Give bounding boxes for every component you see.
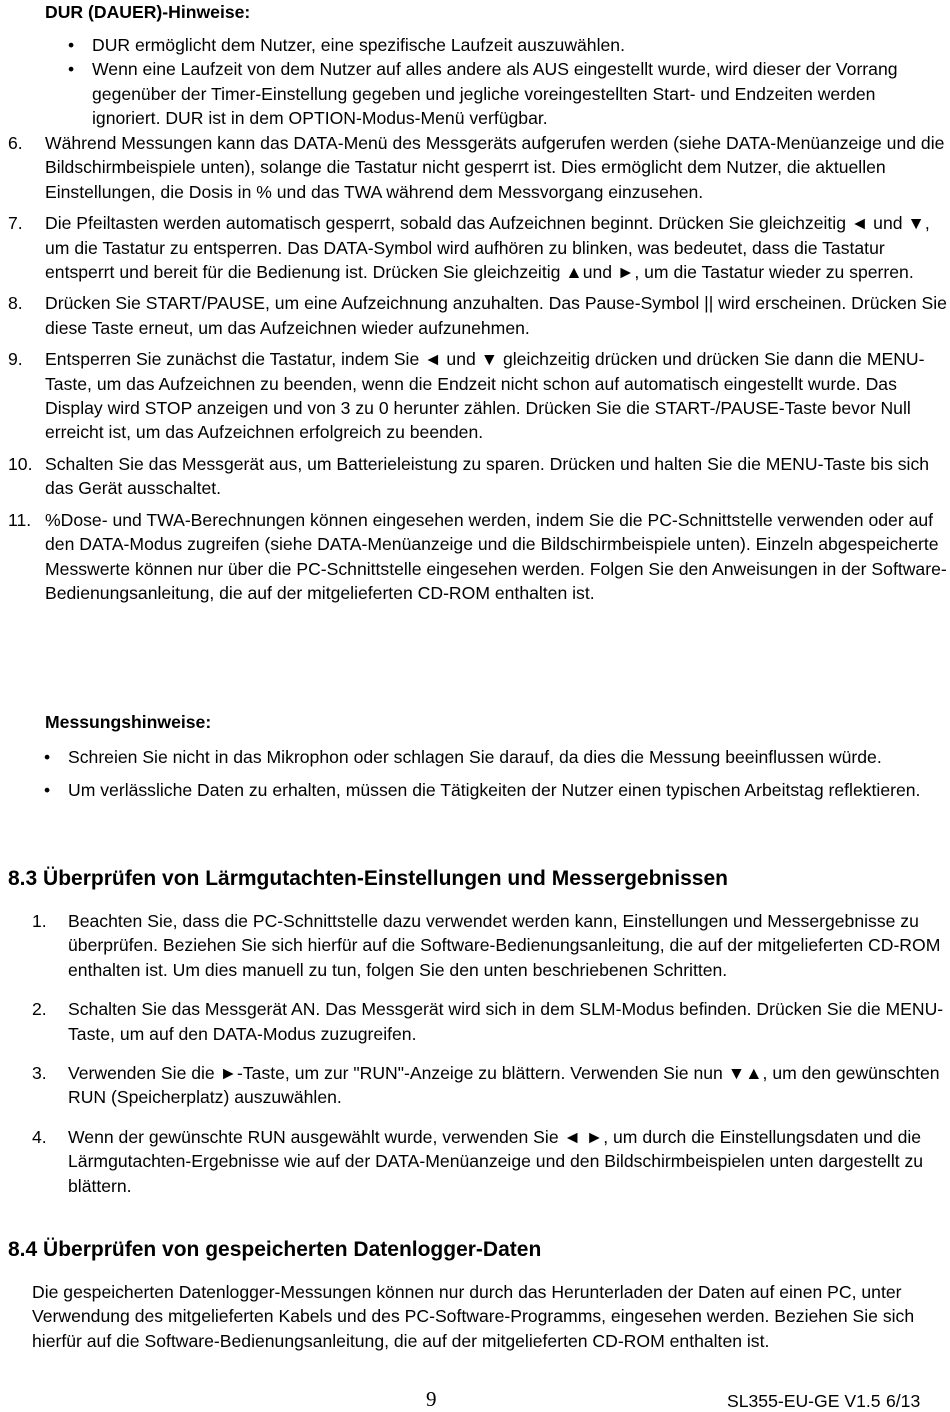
- measurement-notes-heading: Messungshinweise:: [45, 712, 212, 732]
- list-item: • Um verlässliche Daten zu erhalten, müssen die Tätigkeiten der Nutzer einen typischen Arbeitstag reflektieren.: [44, 778, 924, 802]
- item-number: 2.: [32, 999, 47, 1020]
- list-item: [32, 1061, 947, 1110]
- item-number: 4.: [32, 1126, 47, 1147]
- list-item: [32, 997, 947, 1046]
- item-number: 11.: [8, 509, 32, 530]
- item-text: Schalten Sie das Messgerät AN. Das Messgerät wird sich in dem SLM-Modus befinden. Drücken Sie die MENU-Taste, um auf den DATA-Modus zuzugreifen.: [68, 999, 944, 1044]
- list-item: [8, 291, 948, 340]
- item-text: Beachten Sie, dass die PC-Schnittstelle dazu verwendet werden kann, Einstellungen und Messergebnisse zu überprüfen. Beziehen Sie sich hierfür auf die Software-Bedienungsanleitung, die auf der mitgelieferten CD-ROM enthalten ist. Um dies manuell zu tun, folgen Sie den unten beschriebenen Schritten.: [68, 911, 941, 980]
- list-item: [8, 347, 948, 445]
- list-item: • Schreien Sie nicht in das Mikrophon oder schlagen Sie darauf, da dies die Messung beeinflussen würde.: [44, 745, 924, 769]
- item-number: 8.: [8, 293, 23, 314]
- item-number: 10.: [8, 453, 33, 474]
- numbered-list: [8, 131, 948, 605]
- item-number: 9.: [8, 349, 23, 370]
- list-item: [8, 508, 948, 606]
- item-number: 1.: [32, 911, 47, 931]
- list-item: [8, 211, 948, 284]
- item-number: 3.: [32, 1063, 47, 1084]
- item-text: Schalten Sie das Messgerät aus, um Batterieleistung zu sparen. Drücken und halten Sie die MENU-Taste bis sich das Gerät ausschaltet.: [45, 453, 930, 499]
- item-text: Die Pfeiltasten werden automatisch gesperrt, sobald das Aufzeichnen beginnt. Drücken Sie gleichzeitig ◄ und ▼, um die Tastatur zu entsperren. Das DATA-Symbol wird aufhören zu blinken, was bedeutet, dass die Tastatur entsperrt und bereit für die Bedienung ist. Drücken Sie gleichzeitig ▲und ►, um die Tastatur wieder zu sperren.: [45, 213, 930, 283]
- dur-heading: DUR (DAUER)-Hinweise:: [45, 2, 251, 22]
- list-item: • Wenn eine Laufzeit von dem Nutzer auf alles andere als AUS eingestellt wurde, wird dieser der Vorrang gegenüber der Timer-Einstellung gegeben und jegliche voreingestellten Start- und Endzeiten werden ignoriert. DUR ist in dem OPTION-Modus-Menü verfügbar.: [68, 57, 944, 130]
- item-text: Wenn der gewünschte RUN ausgewählt wurde, verwenden Sie ◄ ►, um durch die Einstellungsdaten und die Lärmgutachten-Ergebnisse wie auf der DATA-Menüanzeige und den Bildschirmbeispielen unten dargestellt zu blättern.: [68, 1126, 924, 1196]
- item-text: Drücken Sie START/PAUSE, um eine Aufzeichnung anzuhalten. Das Pause-Symbol || wird erscheinen. Drücken Sie diese Taste erneut, um das Aufzeichnen wieder aufzunehmen.: [45, 293, 947, 338]
- section-8-3-title: 8.3 Überprüfen von Lärmgutachten-Einstellungen und Messergebnissen: [8, 867, 728, 890]
- section-8-4-title: 8.4 Überprüfen von gespeicherten Datenlogger-Daten: [8, 1238, 542, 1261]
- item-number: 6.: [8, 133, 23, 153]
- section-8-4-paragraph: Die gespeicherten Datenlogger-Messungen können nur durch das Herunterladen der Daten auf einen PC, unter Verwendung des mitgelieferten Kabels und des PC-Software-Programms, eingesehen werden. Beziehen Sie sich hierfür auf die Software-Bedienungsanleitung, die auf der mitgelieferten CD-ROM enthalten ist.: [32, 1282, 915, 1351]
- list-item: [8, 452, 948, 501]
- item-number: 7.: [8, 213, 23, 234]
- item-text: Entsperren Sie zunächst die Tastatur, indem Sie ◄ und ▼ gleichzeitig drücken und drücken Sie dann die MENU-Taste, um das Aufzeichnen zu beenden, wenn die Endzeit nicht schon auf automatisch eingestellt wurde. Das Display wird STOP anzeigen und von 3 zu 0 herunter zählen. Drücken Sie die START-/PAUSE-Taste bevor Null erreicht ist, um das Aufzeichnen erfolgreich zu beenden.: [45, 349, 925, 443]
- list-item: [32, 1125, 947, 1198]
- page-counter: 6/13: [886, 1391, 921, 1411]
- measurement-bullet-list: [44, 745, 924, 803]
- dur-bullet-list: [68, 33, 944, 131]
- page-number: 9: [426, 1387, 437, 1411]
- document-version: SL355-EU-GE V1.5: [727, 1391, 881, 1411]
- list-item: • DUR ermöglicht dem Nutzer, eine spezifische Laufzeit auszuwählen.: [68, 33, 944, 57]
- list-item: [32, 909, 947, 982]
- item-text: Verwenden Sie die ►-Taste, um zur "RUN"-Anzeige zu blättern. Verwenden Sie nun ▼▲, um den gewünschten RUN (Speicherplatz) auszuwählen.: [68, 1063, 940, 1108]
- list-item: [8, 131, 948, 204]
- section-8-3-steps: [32, 909, 947, 1198]
- item-text: Während Messungen kann das DATA-Menü des Messgeräts aufgerufen werden (siehe DATA-Menüanzeige und die Bildschirmbeispiele unten), solange die Tastatur nicht gesperrt ist. Dies ermöglicht dem Nutzer, die aktuellen Einstellungen, die Dosis in % und das TWA während dem Messvorgang einzusehen.: [45, 133, 945, 202]
- item-text: %Dose- und TWA-Berechnungen können eingesehen werden, indem Sie die PC-Schnittstelle verwenden oder auf den DATA-Modus zugreifen (siehe DATA-Menüanzeige und die Bildschirmbeispiele unten). Einzeln abgespeicherte Messwerte können nur über die PC-Schnittstelle eingesehen werden. Folgen Sie den Anweisungen in der Software-Bedienungsanleitung, die auf der mitgelieferten CD-ROM enthalten ist.: [45, 509, 947, 603]
